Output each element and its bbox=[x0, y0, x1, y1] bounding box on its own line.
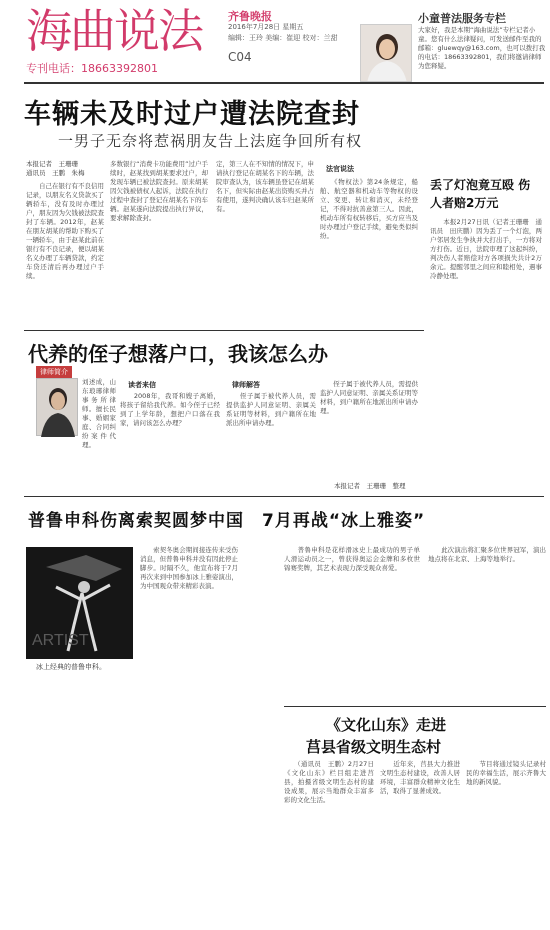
hotline: 专刊电话：18663392801 bbox=[26, 62, 158, 75]
headline-story1: 车辆未及时过户遭法院查封 bbox=[24, 99, 360, 130]
story4-col3: 节目将通过镜头记录村民的幸福生活，展示齐鲁大地的新风貌。 bbox=[466, 760, 546, 786]
column-title: 小童普法服务专栏 bbox=[418, 12, 506, 25]
story2-col3: 侄子属于被代养人员，需提供监护人同意证明、亲属关系证明等材料，到户籍所在地派出所申请办理。 bbox=[320, 380, 418, 415]
headline-story2: 代养的侄子想落户口，我该怎么办 bbox=[28, 342, 328, 366]
divider-story2 bbox=[24, 330, 424, 331]
story4-col2: 近年来，莒县大力推进文明生态村建设，改善人居环境，丰富群众精神文化生活，取得了显著成效。 bbox=[380, 760, 460, 795]
sidebar-text: 本报2月27日讯（记者王珊珊 通讯员 田庆鹏）因为丢了一个灯泡，两户邻居发生争执并大打出手，一方将对方打伤。近日，法院审理了这起纠纷，判决伤人者赔偿对方各项损失共计2万余元。提醒邻里之间应和睦相处，遇事冷静处理。 bbox=[430, 218, 542, 280]
story3-col3: 此次演出将汇聚多位世界冠军，演出地点将在北京、上海等地举行。 bbox=[428, 546, 546, 563]
sidebar-headline: 丢了灯泡竟互殴 伤人者赔2万元 bbox=[430, 178, 531, 210]
header-divider bbox=[24, 82, 544, 84]
photo-caption: 冰上经典的普鲁申科。 bbox=[36, 663, 106, 671]
lawyer-portrait bbox=[36, 378, 78, 436]
story3-col2: 普鲁申科是花样滑冰史上最成功的男子单人滑运动员之一，曾获得奥运会金牌和多枚世锦赛奖牌，其艺术表现力深受观众喜爱。 bbox=[284, 546, 420, 572]
lawyer-answer-head: 律师解答 bbox=[232, 381, 260, 389]
story1-col1: 自己在银行有不良信用记录，以朋友名义贷款买了辆轿车，没有及时办理过户，朋友因为欠钱被法院查封了车辆。2012年，赵某在朋友胡某的帮助下购买了一辆轿车，由于赵某此前在银行有不良记录，便以胡某名义办理了车辆贷款，约定车贷还清后再办理过户手续。 bbox=[26, 182, 104, 280]
lawyer-bio: 刘述成，山东琅琊律师事务所律师。擅长民事、婚姻家庭、合同纠纷案件代理。 bbox=[82, 378, 116, 449]
story3-col1: 索契冬奥会期间接连传来受伤消息，但普鲁申科并没有因此停止脚步。时隔不久，他宣布将于7月再次来到中国参加冰上雅姿演出，为中国观众带来精彩表演。 bbox=[140, 546, 238, 590]
byline-story2: 本报记者 王珊珊 整理 bbox=[334, 482, 406, 490]
subhead-story1: 一男子无奈将惹祸朋友告上法庭争回所有权 bbox=[58, 132, 363, 150]
story1-col4: 《物权法》第24条规定，船舶、航空器和机动车等物权的设立、变更、转让和消灭，未经登记，不得对抗善意第三人。因此，机动车所有权转移后，买方应当及时办理过户登记手续，避免类似纠纷。 bbox=[320, 178, 418, 240]
divider-story4 bbox=[284, 706, 546, 707]
story4-col1: （通讯员 王鹏）2月27日《文化山东》栏目组走进莒县，拍摄省级文明生态村的建设成果，展示当地群众丰富多彩的文化生活。 bbox=[284, 760, 374, 804]
photo-watermark: ARTIST bbox=[32, 632, 89, 649]
story1-col3: 定，第三人在不知情的情况下，申请执行登记在胡某名下的车辆，法院审查认为，该车辆虽登记在胡某名下，但实际由赵某出资购买并占有使用，遂判决确认该车归赵某所有。 bbox=[216, 160, 314, 213]
headline-story3: 普鲁申科伤离索契圆梦中国 7月再战“冰上雅姿” bbox=[28, 511, 426, 531]
skater-photo bbox=[26, 547, 133, 659]
headline-story4-line1: 《文化山东》走进 bbox=[326, 716, 447, 734]
newspaper-logo: 齐鲁晚报 bbox=[228, 10, 272, 23]
byline-story1: 本报记者 王珊珊 通讯员 王鹏 朱梅 bbox=[26, 160, 85, 177]
staff-credits: 编辑：王玲 美编：崔迎 校对：兰甜 bbox=[228, 34, 338, 42]
headline-story4-line2: 莒县省级文明生态村 bbox=[306, 738, 442, 756]
divider-story3 bbox=[24, 496, 544, 497]
page-number: C04 bbox=[228, 50, 252, 64]
masthead: 海曲说法 bbox=[26, 4, 202, 58]
reporter-avatar bbox=[360, 24, 412, 82]
reader-question-head: 读者来信 bbox=[128, 381, 156, 389]
story1-col2: 多数银行“消费卡功能费用”过户手续时，赵某找到胡某要求过户，却发现车辆已被法院查封。原来胡某因欠钱被债权人起诉，法院在执行过程中查封了登记在胡某名下的车辆。赵某遂向法院提出执行异议，要求解除查封。 bbox=[110, 160, 208, 222]
lawyer-tag: 律师简介 bbox=[36, 366, 72, 378]
issue-date: 2016年7月28日 星期五 bbox=[228, 23, 304, 31]
reader-question: 2008年，我哥和嫂子离婚，将孩子留给我代养。如今侄子已经到了上学年龄，想把户口落在我家，请问该怎么办理？ bbox=[120, 392, 220, 427]
lawyer-answer: 侄子属于被代养人员，需提供监护人同意证明、亲属关系证明等材料，到户籍所在地派出所申请办理。 bbox=[226, 392, 316, 427]
column-intro: 大家好，我是本期“海曲说法”专栏记者小童。您有什么法律疑问，可发送邮件至我的邮箱：gluewqy@163.com，也可以拨打我的电话：18663392801，我们将邀请律师为您释疑。 bbox=[418, 26, 546, 70]
story1-col4-head: 法官说法 bbox=[326, 165, 354, 173]
